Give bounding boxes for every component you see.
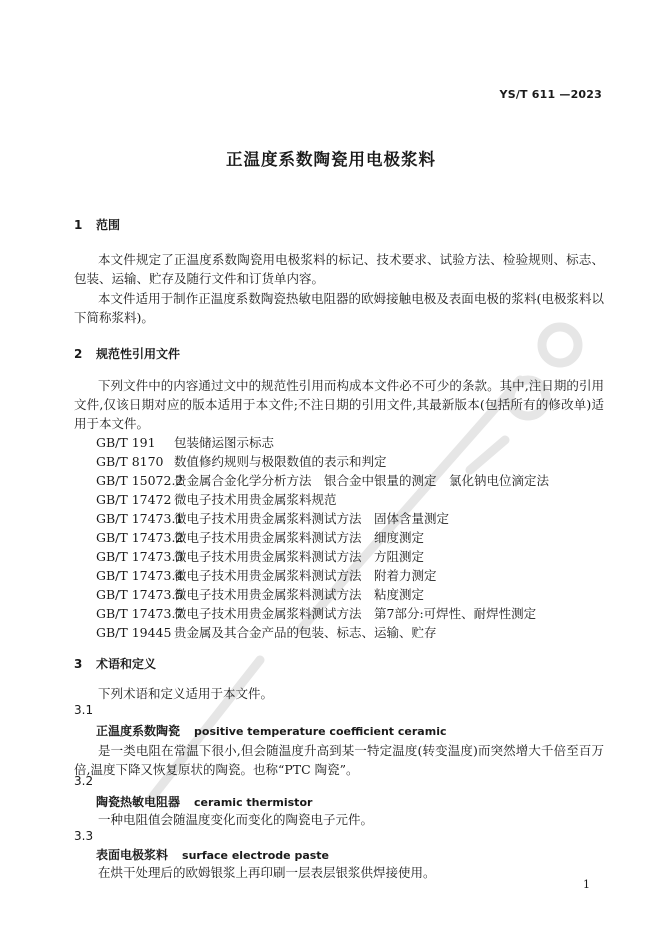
- reference-title: 微电子技术用贵金属浆料测试方法 固体含量测定: [174, 511, 450, 526]
- reference-code: GB/T 17472: [96, 492, 172, 507]
- reference-code: GB/T 17473.4: [96, 568, 184, 583]
- document-title: 正温度系数陶瓷用电极浆料: [226, 150, 436, 169]
- reference-title: 微电子技术用贵金属浆料测试方法 第7部分:可焊性、耐焊性测定: [174, 606, 537, 621]
- section-title: 规范性引用文件: [96, 347, 181, 361]
- section-1-paragraph-1: 本文件规定了正温度系数陶瓷用电极浆料的标记、技术要求、试验方法、检验规则、标志、包装、运输、贮存及随行文件和订货单内容。: [74, 252, 604, 286]
- reference-code: GB/T 8170: [96, 454, 164, 469]
- term-english: ceramic thermistor: [194, 796, 313, 809]
- term-chinese: 陶瓷热敏电阻器: [96, 795, 181, 809]
- section-number: 1: [74, 218, 83, 232]
- reference-code: GB/T 19445: [96, 625, 172, 640]
- term-heading: [96, 793, 312, 810]
- term-english: positive temperature coefficient ceramic: [194, 725, 447, 738]
- reference-title: 微电子技术用贵金属浆料测试方法 附着力测定: [174, 568, 437, 583]
- reference-item: [96, 566, 437, 584]
- section-1-paragraph-2: 本文件适用于制作正温度系数陶瓷热敏电阻器的欧姆接触电极及表面电极的浆料(电极浆料以下简称浆料)。: [74, 291, 604, 325]
- term-definition: 一种电阻值会随温度变化而变化的陶瓷电子元件。: [98, 812, 374, 827]
- term-definition: 在烘干处理后的欧姆银浆上再印刷一层表层银浆供焊接使用。: [98, 865, 436, 880]
- section-number: 3: [74, 657, 83, 671]
- reference-code: GB/T 17473.2: [96, 530, 184, 545]
- reference-code: GB/T 17473.1: [96, 511, 184, 526]
- reference-item: [96, 528, 424, 546]
- section-1-heading: [74, 216, 120, 233]
- reference-item: [96, 585, 424, 603]
- term-number: 3.2: [74, 774, 94, 788]
- term-definition: 是一类电阻在常温下很小,但会随温度升高到某一特定温度(转变温度)而突然增大千倍至百万倍,温度下降又恢复原状的陶瓷。也称“PTC 陶瓷”。: [74, 743, 604, 777]
- section-title: 范围: [96, 218, 121, 232]
- term-chinese: 表面电极浆料: [96, 848, 169, 862]
- reference-item: [96, 471, 549, 489]
- reference-item: [96, 490, 337, 508]
- reference-item: [96, 547, 424, 565]
- reference-item: [96, 604, 536, 622]
- reference-item: [96, 623, 437, 641]
- reference-title: 微电子技术用贵金属浆料测试方法 粘度测定: [174, 587, 425, 602]
- reference-code: GB/T 17473.3: [96, 549, 184, 564]
- term-number: 3.3: [74, 829, 94, 843]
- term-chinese: 正温度系数陶瓷: [96, 724, 181, 738]
- term-heading: [96, 722, 446, 739]
- section-2-heading: [74, 345, 180, 362]
- reference-item: [96, 452, 387, 470]
- term-heading: [96, 846, 329, 863]
- reference-item: [96, 509, 449, 527]
- section-2-intro: 下列文件中的内容通过文中的规范性引用而构成本文件必不可少的条款。其中,注日期的引用文件,仅该日期对应的版本适用于本文件;不注日期的引用文件,其最新版本(包括所有的修改单)适用于本文件。: [74, 378, 604, 431]
- page-number: 1: [583, 878, 590, 891]
- reference-code: GB/T 17473.7: [96, 606, 184, 621]
- section-title: 术语和定义: [96, 657, 157, 671]
- standard-code: YS/T 611 —2023: [499, 88, 602, 101]
- reference-code: GB/T 191: [96, 435, 156, 450]
- reference-code: GB/T 15072.2: [96, 473, 184, 488]
- reference-title: 微电子技术用贵金属浆料规范: [174, 492, 337, 507]
- reference-title: 数值修约规则与极限数值的表示和判定: [174, 454, 387, 469]
- term-number: 3.1: [74, 703, 94, 717]
- section-3-intro: 下列术语和定义适用于本文件。: [98, 686, 274, 701]
- section-3-heading: [74, 655, 156, 672]
- reference-title: 微电子技术用贵金属浆料测试方法 细度测定: [174, 530, 425, 545]
- reference-title: 贵金属合金化学分析方法 银合金中银量的测定 氯化钠电位滴定法: [174, 473, 550, 488]
- reference-title: 包装储运图示标志: [174, 435, 275, 450]
- reference-code: GB/T 17473.5: [96, 587, 184, 602]
- section-number: 2: [74, 347, 83, 361]
- reference-item: [96, 433, 274, 451]
- term-english: surface electrode paste: [182, 849, 330, 862]
- reference-title: 贵金属及其合金产品的包装、标志、运输、贮存: [174, 625, 437, 640]
- reference-title: 微电子技术用贵金属浆料测试方法 方阻测定: [174, 549, 425, 564]
